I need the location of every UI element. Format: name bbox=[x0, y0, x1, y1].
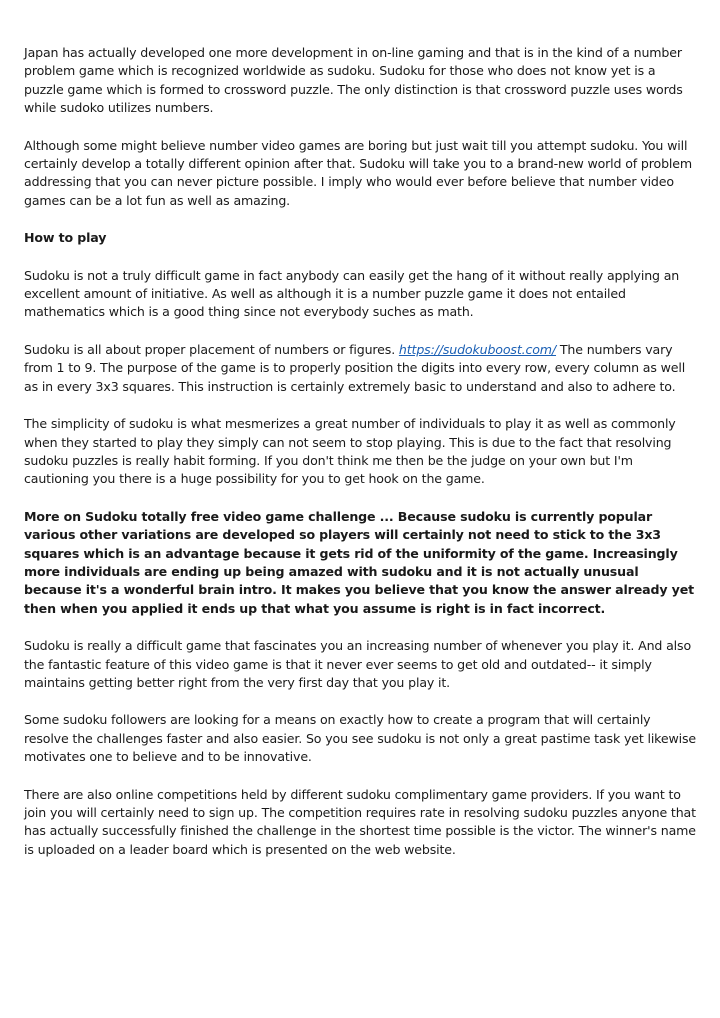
heading-how-to-play: How to play bbox=[24, 230, 107, 246]
sudokuboost-link[interactable]: https://sudokuboost.com/ bbox=[398, 341, 557, 357]
paragraph-competitions: There are also online competitions held by different sudoku complimentary game providers. If you want to join you will certainly need to sign up. The competition requires rate in resolving sudoku puzzles anyone that has actually successfully finished the challenge in the shortest time possible is the victor. The winner's name is uploaded on a leader board which is presented on the web website. bbox=[24, 786, 696, 857]
paragraph-opinion: Although some might believe number video games are boring but just wait till you attempt sudoku. You will certainly develop a totally different opinion after that. Sudoku will take you to a brand-new world of problem addressing that you can never picture possible. I imply who would ever before believe that number video games can be a lot fun as well as amazing. bbox=[24, 137, 692, 208]
paragraph-intro: Japan has actually developed one more development in on-line gaming and that is in the kind of a number problem game which is recognized worldwide as sudoku. Sudoku for those who does not know yet is a puzzle game which is formed to crossword puzzle. The only distinction is that crossword puzzle uses words while sudoko utilizes numbers. bbox=[24, 45, 683, 116]
paragraph-fascination: Sudoku is really a difficult game that fascinates you an increasing number of whenever you play it. And also the fantastic feature of this video game is that it never ever seems to get old and outdated-- it simply maintains getting better right from the very first day that you play it. bbox=[24, 638, 691, 690]
paragraph-followers: Some sudoku followers are looking for a means on exactly how to create a program that will certainly resolve the challenges faster and also easier. So you see sudoku is not only a great pastime task yet likewise motivates one to believe and to be innovative. bbox=[24, 712, 696, 765]
paragraph-placement-text-after: The numbers vary from 1 to 9. The purpose of the game is to properly position the digits into every row, every column as well as in every 3x3 squares. This instruction is certainly extremely basic to understand and also to adhere to. bbox=[24, 341, 686, 394]
paragraph-simplicity: The simplicity of sudoku is what mesmerizes a great number of individuals to play it as well as commonly when they started to play they simply can not seem to stop playing. This is due to the fact that resolving sudoku puzzles is really habit forming. If you don't think me then be the judge on your own but I'm cautioning you there is a huge possibility for you to get hook on the game. bbox=[24, 416, 676, 487]
article-body bbox=[24, 44, 698, 878]
paragraph-placement bbox=[24, 341, 698, 396]
paragraph-placement-text-before: Sudoku is all about proper placement of numbers or figures. bbox=[24, 341, 399, 357]
paragraph-challenge-bold: More on Sudoku totally free video game challenge ... Because sudoku is currently popular various other variations are developed so players will certainly not need to stick to the 3x3 squares which is an advantage because it gets rid of the uniformity of the game. Increasingly more individuals are ending up being amazed with sudoku and it is not actually unusual because it's a wonderful brain intro. It makes you believe that you know the answer already yet then when you applied it ends up that what you assume is right is in fact incorrect. bbox=[24, 508, 694, 616]
paragraph-difficulty: Sudoku is not a truly difficult game in fact anybody can easily get the hang of it without really applying an excellent amount of initiative. As well as although it is a number puzzle game it does not entailed mathematics which is a good thing since not everybody suches as math. bbox=[24, 267, 680, 320]
